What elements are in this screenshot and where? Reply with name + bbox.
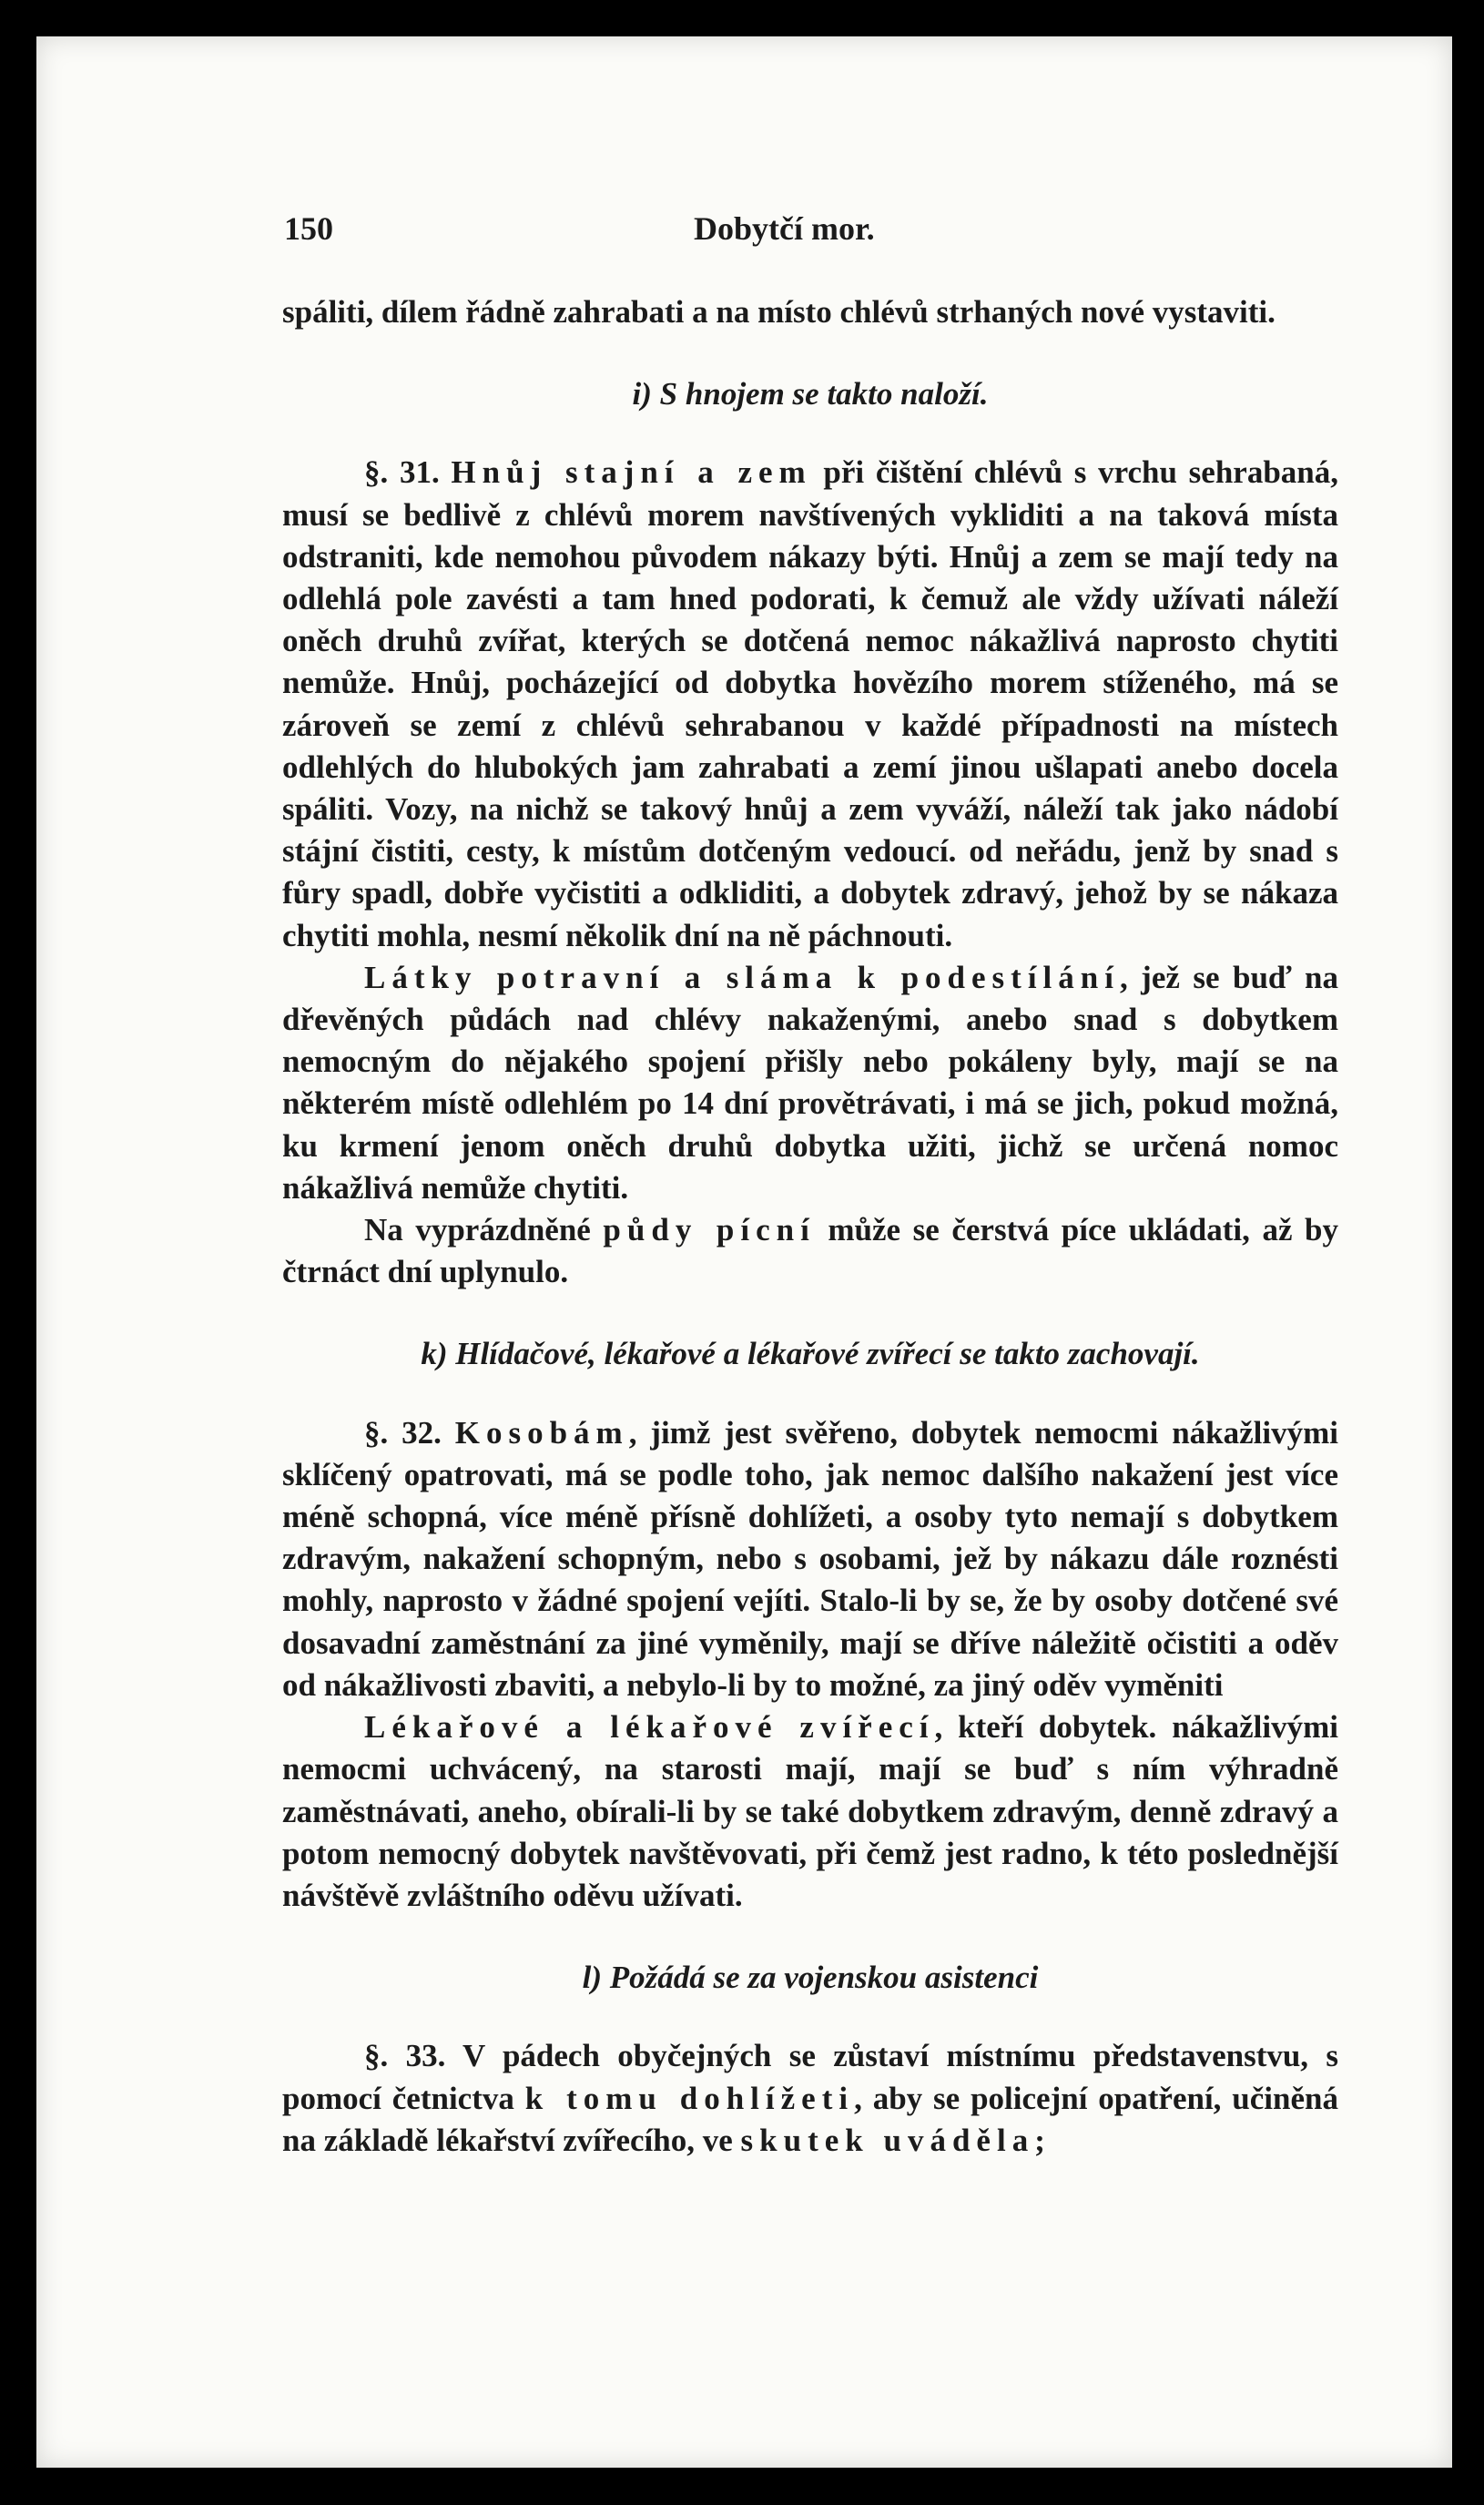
section-heading-i: i) S hnojem se takto naloží. [632, 376, 989, 412]
emphasis-pudy-picni: půdy pícní [603, 1212, 816, 1248]
running-title: Dobytčí mor. [694, 210, 875, 247]
emphasis-latky-potravni: Látky potravní a sláma k podestílání [364, 959, 1120, 995]
paragraph-31-pudy-end: může se čerstvá píce ukládati, až by čtrnáct dní uplynulo. [282, 1212, 1339, 1290]
emphasis-hnuj-stajni: Hnůj stajní a zem [451, 454, 812, 491]
page-number: 150 [284, 210, 333, 247]
section-number-31: §. 31. [364, 454, 452, 491]
section-heading-k: k) Hlídačové, lékařové a lékařové zvířecí se takto zachovají. [421, 1336, 1200, 1372]
body-text [282, 291, 1338, 2162]
paragraph-33-end: ; [1034, 2122, 1045, 2158]
section-number-32: §. 32. [364, 1414, 455, 1451]
book-page [36, 36, 1452, 2468]
paragraph-31-pudy-start: Na vyprázdněné [364, 1212, 604, 1248]
paragraph-31-text: při čištění chlévů s vrchu sehrabaná, musí se bedlivě z chlévů morem navštívených vykliditi a na taková místa odstraniti, kde nemohou původem nákazy býti. Hnůj a zem se mají tedy na odlehlá pole zavésti a tam hned podorati, k čemuž ale vždy užívati náleží oněch druhů zvířat, kterých se dotčená nemoc nákažlivá naprosto chytiti nemůže. Hnůj, pocházející od dobytka hovězího morem stíženého, má se zároveň se zemí z chlévů sehrabanou v každé případnosti na místech odlehlých do hlubokých jam zahrabati a zemí jinou ušlapati anebo docela spáliti. Vozy, na nichž se takový hnůj a zem vyváží, náleží tak jako nádobí stájní čistiti, cesty, k místům dotčeným vedoucí. od neřádu, jenž by snad s fůry spadl, dobře vyčistiti a odkliditi, a dobytek zdravý, jehož by se nákaza chytiti mohla, nesmí několik dní na ně páchnouti. [282, 454, 1339, 953]
paragraph-31 [282, 452, 1338, 956]
paragraph-32-lekarove-text: , kteří dobytek. nákažlivými nemocmi uchvácený, na starosti mají, mají se buď s ním výhradně zaměstnávati, aneho, obírali-li by se také dobytkem zdravým, denně zdravý a potom nemocný dobytek navštěvovati, při čemž jest radno, k této poslednější návštěvě zvláštního oděvu užívati. [282, 1709, 1338, 1913]
emphasis-k-tomu-dohlizeti: k tomu dohlížeti [524, 2080, 855, 2116]
emphasis-skutek-uvadela: skutek uváděla [740, 2122, 1035, 2158]
paragraph-31-pudy [282, 1209, 1338, 1293]
paragraph-32 [282, 1412, 1338, 1706]
paragraph-31-latky-text: , jež se buď na dřevěných půdách nad chlévy nakaženými, anebo snad s dobytkem nemocným do nějakého spojení přišly nebo pokáleny byly, mají se na některém místě odlehlém po 14 dní provětrávati, i má se jich, pokud možná, ku krmení jenom oněch druhů dobytka užiti, jichž se určená nomoc nákažlivá nemůže chytiti. [282, 959, 1339, 1206]
emphasis-kosobam: Kosobám [454, 1414, 629, 1451]
emphasis-lekarove: Lékařové a lékařové zvířecí [364, 1709, 935, 1746]
section-heading-l: l) Požádá se za vojenskou asistenci [582, 1960, 1039, 1996]
paragraph-intro: spáliti, dílem řádně zahrabati a na místo chlévů strhaných nové vystaviti. [282, 294, 1276, 330]
paragraph-32-lekarove [282, 1706, 1338, 1917]
paragraph-31-latky [282, 957, 1338, 1209]
page-header [246, 209, 1338, 255]
page-content [246, 209, 1339, 2158]
paragraph-32-text: , jimž jest svěřeno, dobytek nemocmi nákažlivými sklíčený opatrovati, má se podle toho, jak nemoc dalšího nakažení jest více méně schopná, více méně přísně dohlížeti, a osoby tyto nemají s dobytkem zdravým, nakažení schopným, nebo s osobami, jež by nákazu dále roznésti mohly, naprosto v žádné spojení vejíti. Stalo-li by se, že by osoby dotčené své dosavadní zaměstnání za jiné vyměnily, mají se dříve náležitě očistiti a oděv od nákažlivosti zbaviti, a nebylo-li by to možné, za jiný oděv vyměniti [282, 1414, 1338, 1703]
paragraph-33-mid: , aby se policejní opatření, učiněná na základě lékařství zvířecího, ve [282, 2080, 1338, 2158]
paragraph-33-start: §. 33. V pádech obyčejných se zůstaví místnímu představenstvu, s pomocí četnictva [282, 2038, 1338, 2116]
paragraph-33 [282, 2035, 1338, 2162]
